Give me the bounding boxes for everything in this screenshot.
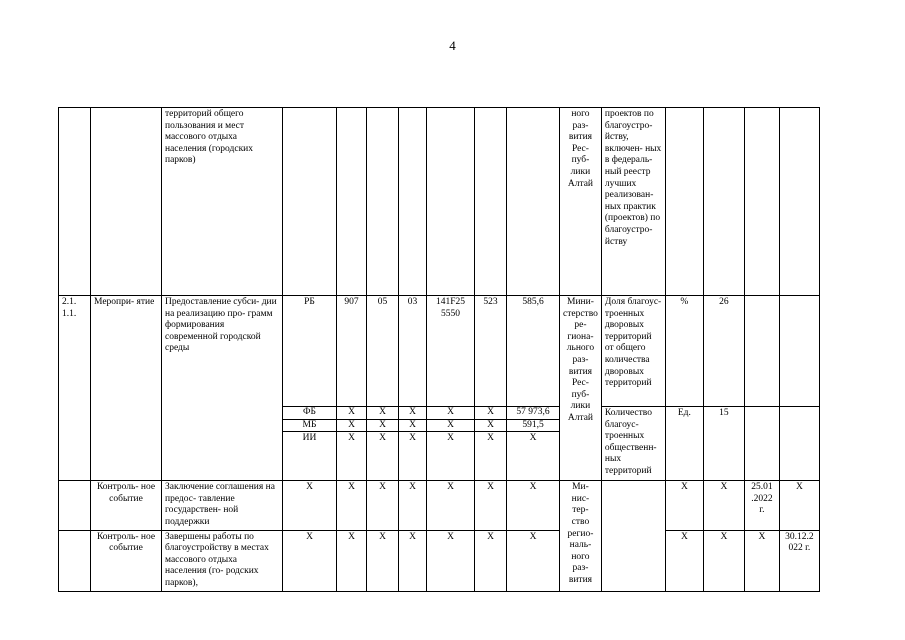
measure-executor: Мини- стерство ре- гиона- льного раз- вития Рес- пуб- лики Алтай [560, 296, 602, 481]
measure-number: 2.1. 1.1. [59, 296, 91, 481]
event-type: Контроль- ное событие [91, 530, 162, 591]
continuation-row [59, 108, 820, 296]
indicator-name: Количество благоус- троенных общественн- ных территорий [601, 407, 665, 481]
continuation-name: территорий общего пользования и мест массового отдыха населения (городских парков) [162, 108, 283, 296]
cell-type [91, 108, 162, 296]
event-date: 25.01 .2022 г. [744, 481, 779, 530]
table-row: МБ Х Х Х Х Х 591,5 [59, 419, 820, 432]
event-type: Контроль- ное событие [91, 481, 162, 530]
table-row: Контроль- ное событие Завершены работы по благоустройству в местах массового отдыха населения (го- родских парков), Х Х Х Х Х Х Х Х Х Х 30.12.2 022 г. [59, 530, 820, 591]
table-row: 2.1. 1.1. Меропри- ятие Предоставление субси- дии на реализацию про- грамм формирования современной городской среды РБ 907 05 03 141F25 5550 523 585,6 Мини- стерство ре- гиона- льного раз- вития Рес- пуб- лики Алтай Доля благоус- троенных дворовых территорий от общего количества дворовых территорий % 26 [59, 296, 820, 407]
table-row: ФБ Х Х Х Х Х 57 973,6 Количество благоус- троенных общественн- ных территорий Ед. 15 [59, 407, 820, 420]
indicator-name: Доля благоус- троенных дворовых территорий от общего количества дворовых территорий [601, 296, 665, 407]
table-row: ИИ Х Х Х Х Х Х [59, 432, 820, 481]
page-number: 4 [449, 38, 456, 53]
event-date: 30.12.2 022 г. [779, 530, 819, 591]
measure-type: Меропри- ятие [91, 296, 162, 481]
event-name: Завершены работы по благоустройству в местах массового отдыха населения (го- родских парков), [162, 530, 283, 591]
cell-number [59, 108, 91, 296]
program-table [58, 107, 820, 592]
measure-name: Предоставление субси- дии на реализацию про- грамм формирования современной городской среды [162, 296, 283, 481]
continuation-executor: ного раз- вития Рес- пуб- лики Алтай [560, 108, 602, 296]
event-name: Заключение соглашения на предос- тавление государствен- ной поддержки [162, 481, 283, 530]
table-row: Контроль- ное событие Заключение соглашения на предос- тавление государствен- ной поддержки Х Х Х Х Х Х Х Ми- нис- тер- ство регио- наль- ного раз- вития Х Х 25.01 .2022 г. Х [59, 481, 820, 530]
continuation-indicator: проектов по благоустро- йству, включен- ных в федераль- ный реестр лучших реализован- ных практик (проектов) по благоустро- йству [601, 108, 665, 296]
events-executor: Ми- нис- тер- ство регио- наль- ного раз- вития [560, 481, 602, 591]
